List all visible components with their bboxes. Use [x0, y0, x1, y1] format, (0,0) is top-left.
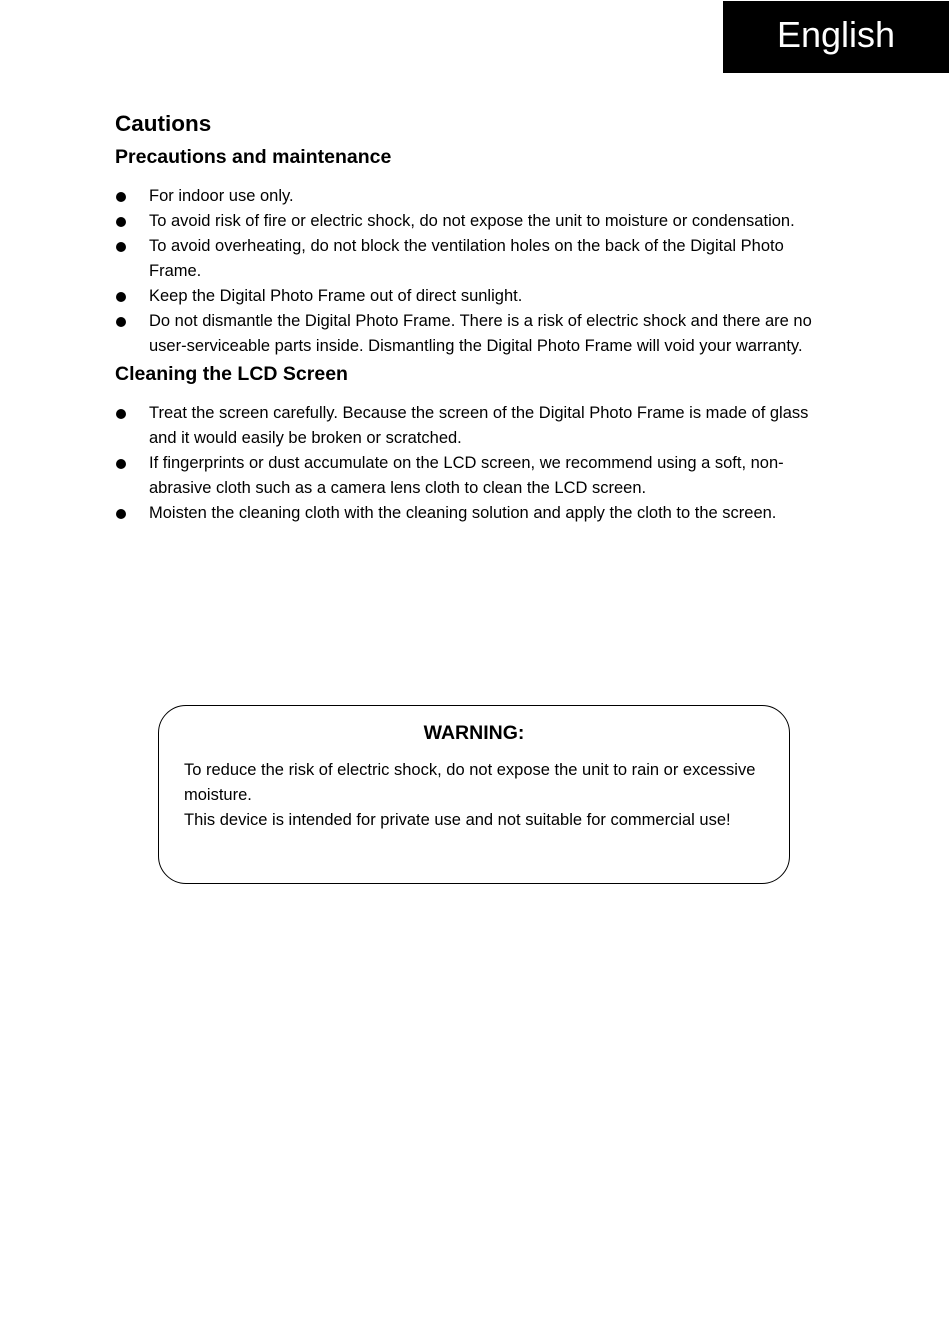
warning-line: To reduce the risk of electric shock, do not expose the unit to rain or excessive moisture. — [184, 761, 756, 804]
list-item-text: Moisten the cleaning cloth with the cleaning solution and apply the cloth to the screen. — [149, 504, 777, 522]
bullet-icon — [116, 459, 126, 469]
warning-line: This device is intended for private use and not suitable for commercial use! — [184, 811, 731, 829]
bullet-icon — [116, 192, 126, 202]
bullet-icon — [116, 409, 126, 419]
list-item — [115, 184, 835, 209]
list-item — [115, 309, 835, 359]
section-title-precautions: Precautions and maintenance — [115, 146, 392, 168]
bullet-icon — [116, 242, 126, 252]
list-item — [115, 234, 835, 284]
list-item-text: Keep the Digital Photo Frame out of direct sunlight. — [149, 287, 523, 305]
list-item — [115, 401, 835, 451]
bullet-icon — [116, 317, 126, 327]
bullet-icon — [116, 292, 126, 302]
warning-title: WARNING: — [423, 722, 525, 744]
list-item — [115, 501, 835, 526]
bullet-icon — [116, 509, 126, 519]
page-title: Cautions — [115, 111, 212, 136]
warning-body — [184, 758, 764, 833]
list-item-text: To avoid overheating, do not block the ventilation holes on the back of the Digital Photo Frame. — [149, 237, 784, 280]
cleaning-list — [115, 401, 835, 526]
section-title-cleaning: Cleaning the LCD Screen — [115, 363, 348, 385]
list-item-text: Do not dismantle the Digital Photo Frame. There is a risk of electric shock and there are no user-serviceable parts inside. Dismantling the Digital Photo Frame will void your warranty. — [149, 312, 812, 355]
bullet-icon — [116, 217, 126, 227]
warning-box — [158, 705, 790, 884]
list-item — [115, 209, 835, 234]
list-item-text: For indoor use only. — [149, 187, 294, 205]
list-item — [115, 284, 835, 309]
list-item-text: If fingerprints or dust accumulate on the LCD screen, we recommend using a soft, non-abrasive cloth such as a camera lens cloth to clean the LCD screen. — [149, 454, 784, 497]
language-tab: English — [723, 1, 949, 73]
list-item-text: Treat the screen carefully. Because the screen of the Digital Photo Frame is made of glass and it would easily be broken or scratched. — [149, 404, 809, 447]
main-content — [115, 106, 835, 526]
list-item-text: To avoid risk of fire or electric shock, do not expose the unit to moisture or condensation. — [149, 212, 795, 230]
list-item — [115, 451, 835, 501]
precautions-list — [115, 184, 835, 359]
